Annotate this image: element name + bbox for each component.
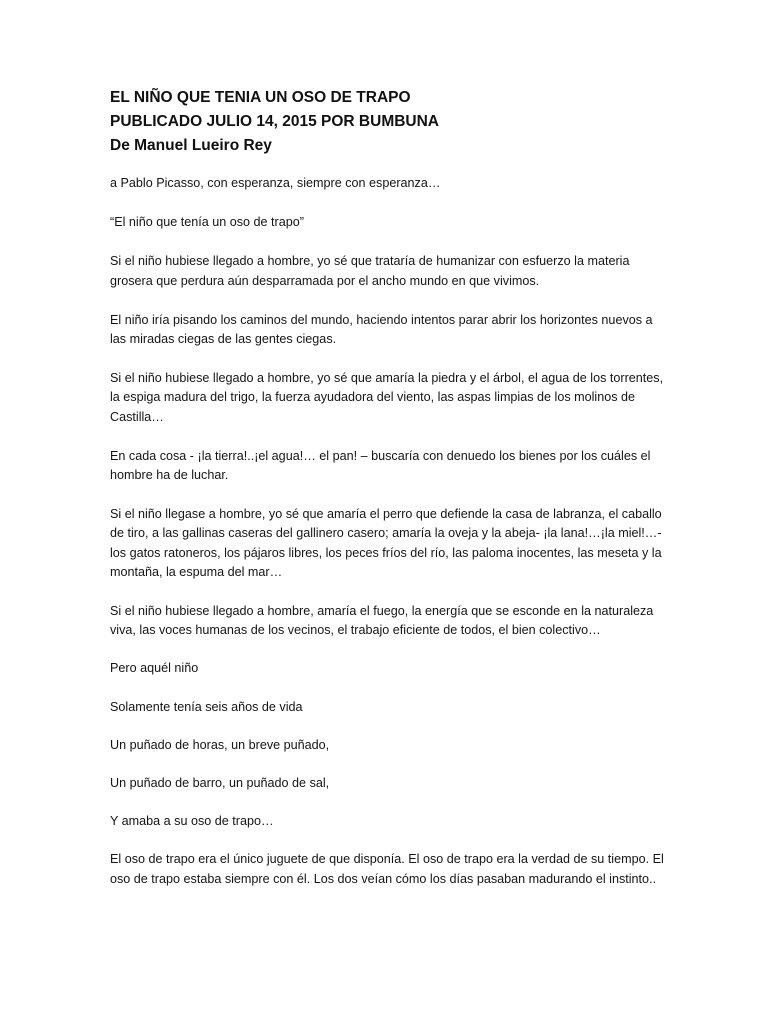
- verse-line: Pero aquél niño: [110, 661, 199, 676]
- author-line: De Manuel Lueiro Rey: [110, 137, 272, 154]
- paragraph: Si el niño hubiese llegado a hombre, yo sé que trataría de humanizar con esfuerzo la materia grosera que perdura aún desparramada por el ancho mundo en que vivimos.: [110, 254, 630, 288]
- paragraph: Si el niño hubiese llegado a hombre, yo sé que amaría la piedra y el árbol, el agua de los torrentes, la espiga madura del trigo, la fuerza ayudadora del viento, las aspas limpias de los molinos de Castilla…: [110, 371, 664, 424]
- paragraph: Si el niño hubiese llegado a hombre, amaría el fuego, la energía que se esconde en la naturaleza viva, las voces humanas de los vecinos, el trabajo eficiente de todos, el bien colectivo…: [110, 604, 654, 638]
- publication-line: PUBLICADO JULIO 14, 2015 POR BUMBUNA: [110, 113, 440, 130]
- verse-line: Y amaba a su oso de trapo…: [110, 814, 274, 829]
- verse-line: Un puñado de barro, un puñado de sal,: [110, 776, 330, 791]
- poem-title: “El niño que tenía un oso de trapo”: [110, 215, 304, 230]
- verse-line: Un puñado de horas, un breve puñado,: [110, 737, 330, 752]
- paragraph: Si el niño llegase a hombre, yo sé que amaría el perro que defiende la casa de labranza, el caballo de tiro, a las gallinas caseras del gallinero casero; amaría la oveja y la abeja- ¡la lana!…¡la miel!…- los gatos ratoneros, los pájaros libres, los peces fríos del río, las paloma inocentes, las meseta y la montaña, la espuma del mar…: [110, 507, 662, 579]
- verse-line: Solamente tenía seis años de vida: [110, 699, 303, 714]
- paragraph: En cada cosa - ¡la tierra!..¡el agua!… el pan! – buscaría con denuedo los bienes por los cuáles el hombre ha de luchar.: [110, 448, 651, 483]
- dedication: a Pablo Picasso, con esperanza, siempre con esperanza…: [110, 176, 441, 190]
- paragraph: El oso de trapo era el único juguete de que disponía. El oso de trapo era la verdad de su tiempo. El oso de trapo estaba siempre con él. Los dos veían cómo los días pasaban madurando el instinto..: [110, 852, 664, 886]
- paragraph: El niño iría pisando los caminos del mundo, haciendo intentos parar abrir los horizontes nuevos a las miradas ciegas de las gentes ciegas.: [110, 312, 653, 347]
- document-header: [110, 86, 710, 158]
- document-title: EL NIÑO QUE TENIA UN OSO DE TRAPO: [110, 89, 411, 106]
- document-body: [110, 174, 670, 912]
